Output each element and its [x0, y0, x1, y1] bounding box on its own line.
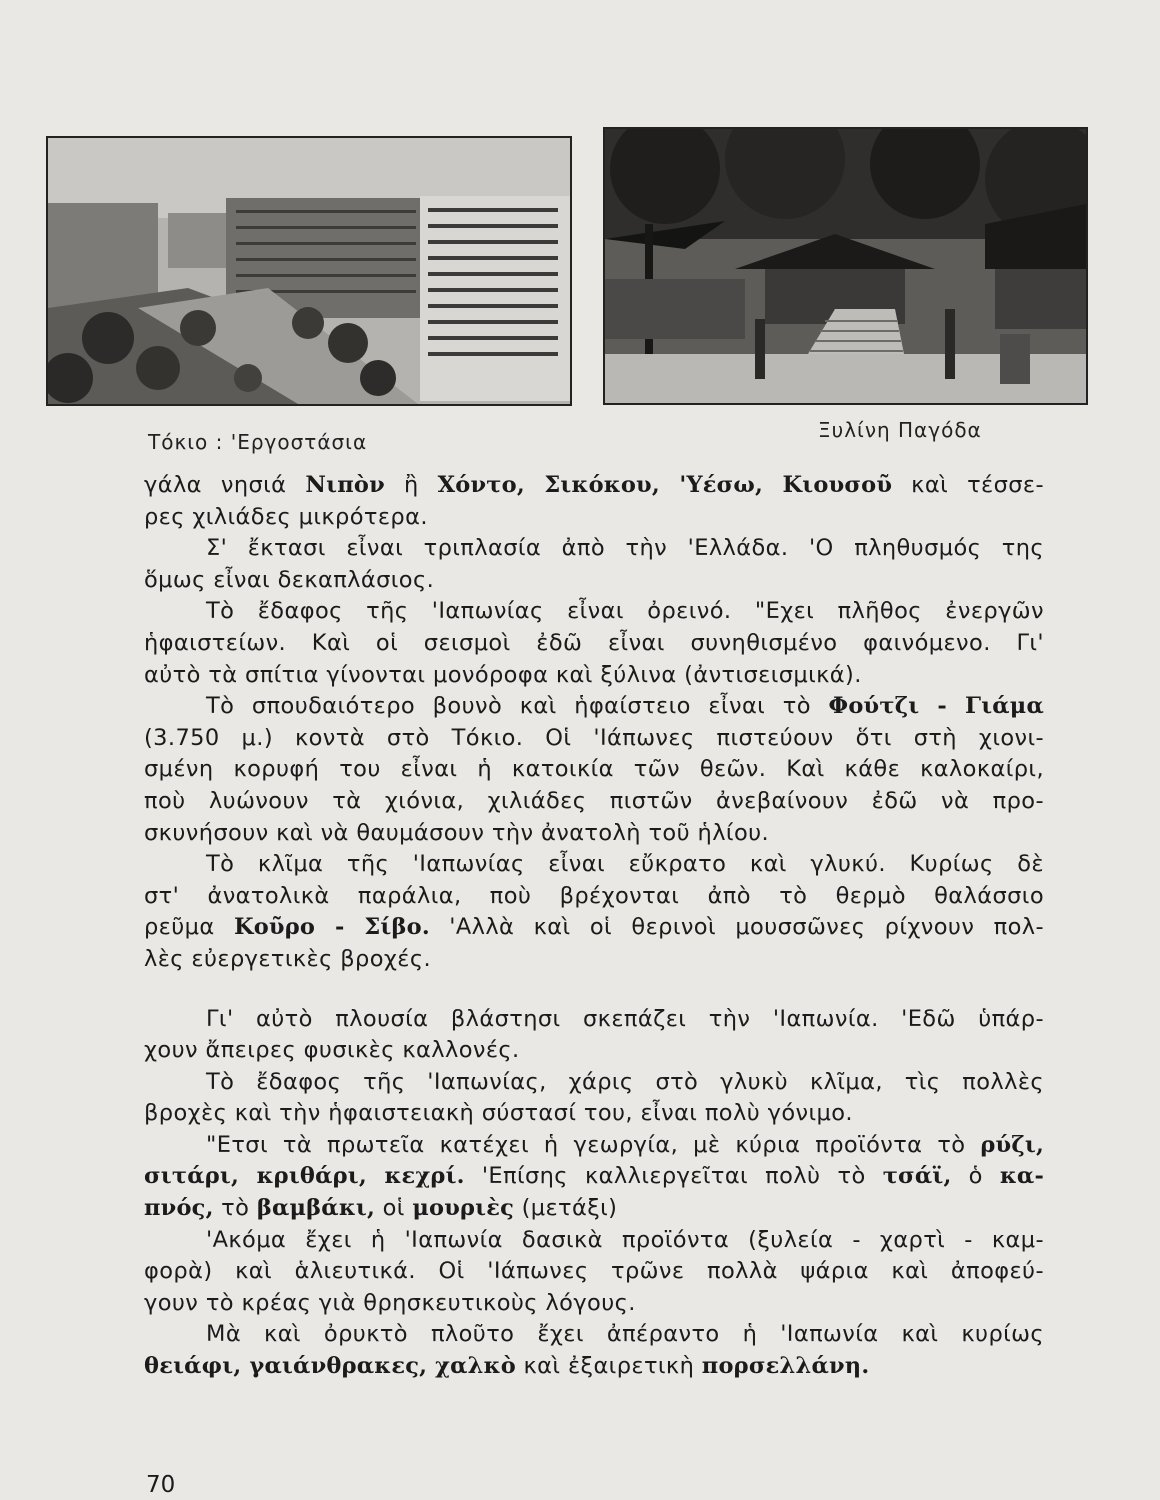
text-line: [144, 912, 1044, 944]
text-segment: Τὸ κλῖμα τῆς 'Ιαπωνίας εἶναι εὔκρατο καὶ γλυκύ. Κυρίως δὲ: [206, 851, 1044, 878]
text-segment: αὐτὸ τὰ σπίτια γίνονται μονόροφα καὶ ξύλινα (ἀντισεισμικά).: [144, 661, 862, 688]
bold-term: Χόντο, Σικόκου, 'Υέσω, Κιουσοῦ: [437, 472, 893, 498]
text-line: [144, 565, 1044, 597]
text-segment: λὲς εὐεργετικὲς βροχές.: [144, 945, 432, 972]
text-segment: σμένη κορυφή του εἶναι ἡ κατοικία τῶν θεῶν. Καὶ κάθε καλοκαίρι,: [144, 756, 1044, 783]
bold-term: θειάφι, γαιάνθρακες, χαλκὸ: [144, 1353, 516, 1380]
photo-wooden-pagoda: [603, 127, 1088, 405]
text-line: [144, 691, 1044, 723]
bold-term: ρύζι,: [980, 1131, 1044, 1158]
text-line: [144, 596, 1044, 628]
text-segment: (μετάξι): [514, 1195, 618, 1222]
text-line: [144, 1130, 1044, 1162]
text-segment: ὅμως εἶναι δεκαπλάσιος.: [144, 566, 435, 593]
text-line: [144, 1004, 1044, 1036]
text-segment: 'Επίσης καλλιεργεῖται πολὺ τὸ: [464, 1163, 883, 1190]
bold-term: Κοῦρο - Σίβο.: [233, 914, 430, 941]
text-segment: Τὸ σπουδαιότερο βουνὸ καὶ ἡφαίστειο εἶναι τὸ: [206, 693, 829, 720]
text-line: [144, 1288, 1044, 1320]
text-segment: ρες χιλιάδες μικρότερα.: [144, 503, 428, 530]
text-segment: καὶ ἐξαιρετικὴ: [515, 1353, 702, 1380]
text-line: [144, 1067, 1044, 1099]
text-segment: ποὺ λυώνουν τὰ χιόνια, χιλιάδες πιστῶν ἀνεβαίνουν ἐδῶ νὰ προ-: [144, 787, 1044, 814]
text-line: [144, 660, 1044, 692]
text-segment: 'Ακόμα ἔχει ἡ 'Ιαπωνία δασικὰ προϊόντα (ξυλεία - χαρτὶ - καμ-: [206, 1226, 1044, 1253]
text-segment: Μὰ καὶ ὀρυκτὸ πλοῦτο ἔχει ἀπέραντο ἡ 'Ιαπωνία καὶ κυρίως: [206, 1321, 1044, 1348]
body-text: [144, 470, 1044, 1383]
text-line: [144, 470, 1044, 502]
bold-term: τσάϊ,: [882, 1163, 952, 1190]
bold-term: κα-: [999, 1163, 1044, 1190]
text-line: [144, 786, 1044, 818]
text-segment: Τὸ ἔδαφος τῆς 'Ιαπωνίας εἶναι ὀρεινό. "Εχει πλῆθος ἐνεργῶν: [206, 598, 1044, 625]
bold-term: βαμβάκι,: [256, 1195, 376, 1222]
text-segment: ὁ: [951, 1163, 1000, 1190]
photo-tokyo-factories-image: [48, 138, 570, 404]
text-segment: βροχὲς καὶ τὴν ἡφαιστειακὴ σύστασί του, εἶναι πολὺ γόνιμο.: [144, 1100, 853, 1127]
text-line: [144, 849, 1044, 881]
caption-tokyo-factories: Τόκιο : 'Εργοστάσια: [148, 430, 368, 454]
text-segment: καὶ τέσσε-: [892, 472, 1044, 498]
text-segment: Τὸ ἔδαφος τῆς 'Ιαπωνίας, χάρις στὸ γλυκὺ κλῖμα, τὶς πολλὲς: [206, 1068, 1044, 1095]
text-line: [144, 1319, 1044, 1351]
text-segment: 'Αλλὰ καὶ οἱ θερινοὶ μουσσῶνες ρίχνουν πολ-: [429, 914, 1044, 941]
text-segment: χουν ἄπειρες φυσικὲς καλλονές.: [144, 1037, 520, 1064]
bold-term: σιτάρι, κριθάρι, κεχρί.: [144, 1163, 465, 1190]
bold-term: πνός,: [144, 1195, 214, 1222]
text-segment: γουν τὸ κρέας γιὰ θρησκευτικοὺς λόγους.: [144, 1289, 636, 1316]
text-line: [144, 1225, 1044, 1257]
text-line: [144, 628, 1044, 660]
text-segment: σκυνήσουν καὶ νὰ θαυμάσουν τὴν ἀνατολὴ τοῦ ἡλίου.: [144, 819, 770, 846]
text-segment: (3.750 μ.) κοντὰ στὸ Τόκιο. Οἱ 'Ιάπωνες πιστεύουν ὅτι στὴ χιονι-: [144, 724, 1044, 751]
text-line: [144, 754, 1044, 786]
paragraph-gap: [144, 976, 1044, 1004]
text-line: [144, 1256, 1044, 1288]
text-segment: οἱ: [375, 1195, 413, 1222]
caption-wooden-pagoda: Ξυλίνη Παγόδα: [818, 418, 982, 442]
bold-term: Φούτζι - Γιάμα: [828, 693, 1044, 720]
page-number: 70: [146, 1472, 176, 1498]
bold-term: πορσελλάνη.: [701, 1353, 870, 1380]
text-line: [144, 1351, 1044, 1383]
text-segment: "Ετσι τὰ πρωτεῖα κατέχει ἡ γεωργία, μὲ κύρια προϊόντα τὸ: [206, 1131, 981, 1158]
text-line: [144, 881, 1044, 913]
text-line: [144, 818, 1044, 850]
text-line: [144, 1193, 1044, 1225]
text-segment: Σ' ἔκτασι εἶναι τριπλασία ἀπὸ τὴν 'Ελλάδα. 'Ο πληθυσμός της: [206, 535, 1044, 562]
text-line: [144, 944, 1044, 976]
text-line: [144, 1098, 1044, 1130]
photo-wooden-pagoda-image: [605, 129, 1086, 403]
text-segment: Γι' αὐτὸ πλουσία βλάστησι σκεπάζει τὴν 'Ιαπωνία. 'Εδῶ ὑπάρ-: [206, 1005, 1044, 1032]
text-segment: γάλα νησιά: [144, 472, 306, 498]
text-line: [144, 723, 1044, 755]
text-line: [144, 533, 1044, 565]
text-segment: ἢ: [384, 472, 438, 498]
text-segment: ἡφαιστείων. Καὶ οἱ σεισμοὶ ἐδῶ εἶναι συνηθισμένο φαινόμενο. Γι': [144, 629, 1044, 656]
text-segment: ρεῦμα: [144, 914, 234, 941]
bold-term: Νιπὸν: [305, 472, 385, 498]
text-line: [144, 1161, 1044, 1193]
text-segment: φορὰ) καὶ ἁλιευτικά. Οἱ 'Ιάπωνες τρῶνε πολλὰ ψάρια καὶ ἀποφεύ-: [144, 1258, 1044, 1285]
photo-tokyo-factories: [46, 136, 572, 406]
text-line: [144, 502, 1044, 534]
text-segment: τὸ: [213, 1195, 257, 1222]
bold-term: μουριὲς: [412, 1195, 515, 1222]
text-line: [144, 1035, 1044, 1067]
text-segment: στ' ἀνατολικὰ παράλια, ποὺ βρέχονται ἀπὸ τὸ θερμὸ θαλάσσιο: [144, 882, 1044, 909]
